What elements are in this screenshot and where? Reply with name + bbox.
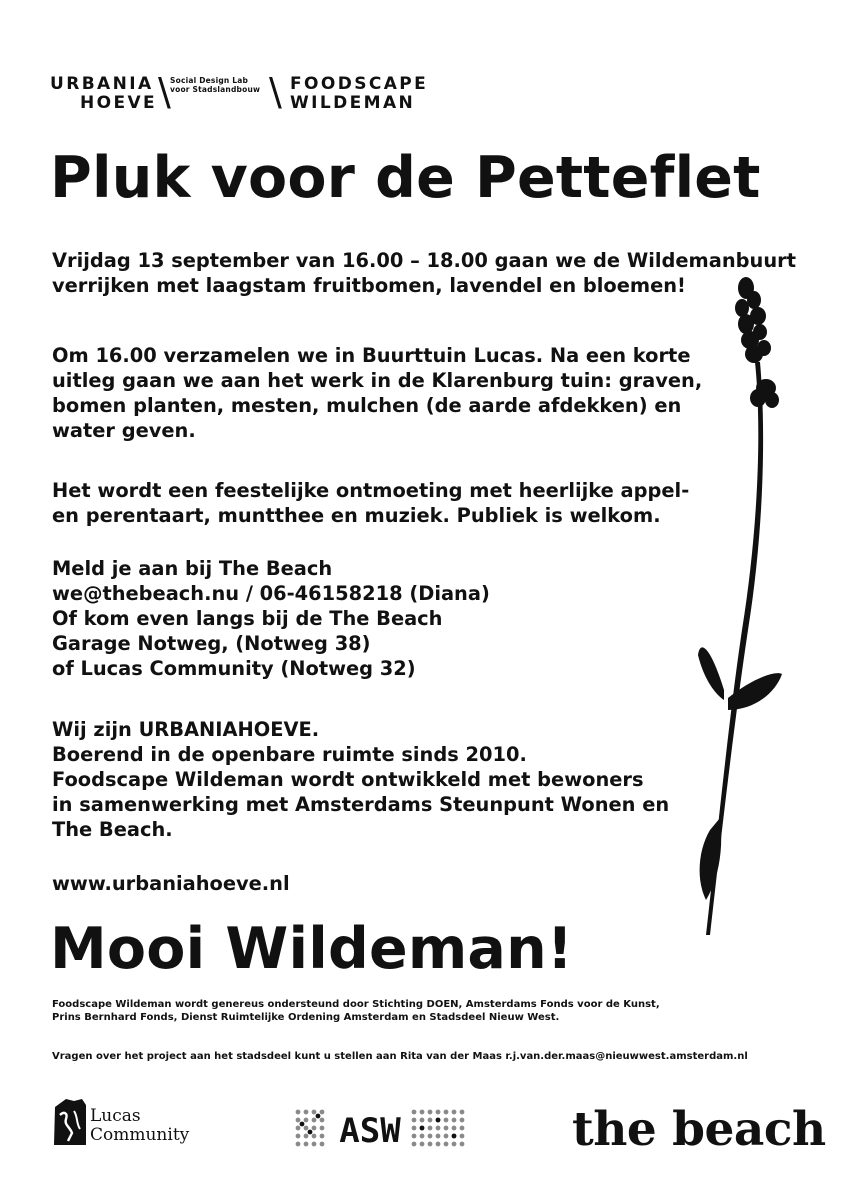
header-logos — [50, 70, 470, 115]
contact-text: Vragen over het project aan het stadsdeel kunt u stellen aan Rita van der Maas r.j.van.der.maas@nieuwwest.amsterdam.nl — [52, 1051, 748, 1062]
text-line: The Beach. — [52, 818, 173, 841]
text-line: en perentaart, muntthee en muziek. Publiek is welkom. — [52, 504, 661, 527]
page-title: Pluk voor de Petteflet — [50, 145, 761, 211]
foodscape-wildeman-logo — [290, 75, 428, 113]
asw-logo-text: ASW — [339, 1111, 401, 1150]
text-line: uitleg gaan we aan het werk in de Klarenburg tuin: graven, — [52, 369, 703, 392]
text-line: verrijken met laagstam fruitbomen, lavendel en bloemen! — [52, 274, 686, 297]
urbania-hoeve-logo — [50, 75, 157, 113]
asw-dot-pattern-logo — [294, 1108, 466, 1150]
logo1-line2: HOEVE — [80, 93, 158, 113]
text-line: Of kom even langs bij de The Beach — [52, 607, 443, 630]
text-line: in samenwerking met Amsterdams Steunpunt Wonen en — [52, 793, 670, 816]
slogan: Mooi Wildeman! — [50, 916, 574, 982]
sponsors-text — [52, 998, 660, 1024]
contact-email-phone: we@thebeach.nu / 06-46158218 (Diana) — [52, 582, 490, 605]
logo-divider-slash-1: \ — [158, 70, 171, 114]
logo-divider-slash-2: \ — [269, 70, 282, 114]
paragraph-registration — [52, 556, 490, 681]
tagline-line2: voor Stadslandbouw — [170, 85, 261, 94]
text-line: Vrijdag 13 september van 16.00 – 18.00 gaan we de Wildemanbuurt — [52, 249, 796, 272]
text-line: Foodscape Wildeman wordt ontwikkeld met bewoners — [52, 768, 644, 791]
text-line: Foodscape Wildeman wordt genereus ondersteund door Stichting DOEN, Amsterdams Fonds voor de Kunst, — [52, 999, 660, 1010]
paragraph-festivities — [52, 478, 689, 528]
lucas-logo-text — [90, 1107, 189, 1145]
logo2-line2: WILDEMAN — [290, 93, 416, 113]
paragraph-program — [52, 343, 702, 443]
lucas-community-emblem-icon — [52, 1097, 88, 1147]
lucas-community-logo — [52, 1095, 202, 1150]
tagline-line1: Social Design Lab — [170, 76, 249, 85]
text-line: Wij zijn URBANIAHOEVE. — [52, 718, 320, 741]
text-line: Boerend in de openbare ruimte sinds 2010. — [52, 743, 527, 766]
text-line: bomen planten, mesten, mulchen (de aarde afdekken) en — [52, 394, 682, 417]
logo1-line1: URBANIA — [50, 74, 154, 94]
paragraph-about — [52, 717, 669, 842]
lucas-line2: Community — [90, 1125, 190, 1145]
text-line: Meld je aan bij The Beach — [52, 557, 333, 580]
text-line: Om 16.00 verzamelen we in Buurttuin Lucas. Na een korte — [52, 344, 691, 367]
the-beach-logo: the beach — [572, 1102, 826, 1157]
lavender-flower-illustration — [680, 270, 790, 945]
lucas-line1: Lucas — [90, 1106, 141, 1126]
text-line: water geven. — [52, 419, 196, 442]
text-line: Prins Bernhard Fonds, Dienst Ruimtelijke Ordening Amsterdam en Stadsdeel Nieuw West. — [52, 1012, 560, 1023]
website-link[interactable]: www.urbaniahoeve.nl — [52, 872, 290, 895]
text-line: Het wordt een feestelijke ontmoeting met heerlijke appel- — [52, 479, 690, 502]
logo2-line1: FOODSCAPE — [290, 74, 429, 94]
text-line: Garage Notweg, (Notweg 38) — [52, 632, 371, 655]
tagline — [170, 76, 260, 94]
text-line: of Lucas Community (Notweg 32) — [52, 657, 416, 680]
